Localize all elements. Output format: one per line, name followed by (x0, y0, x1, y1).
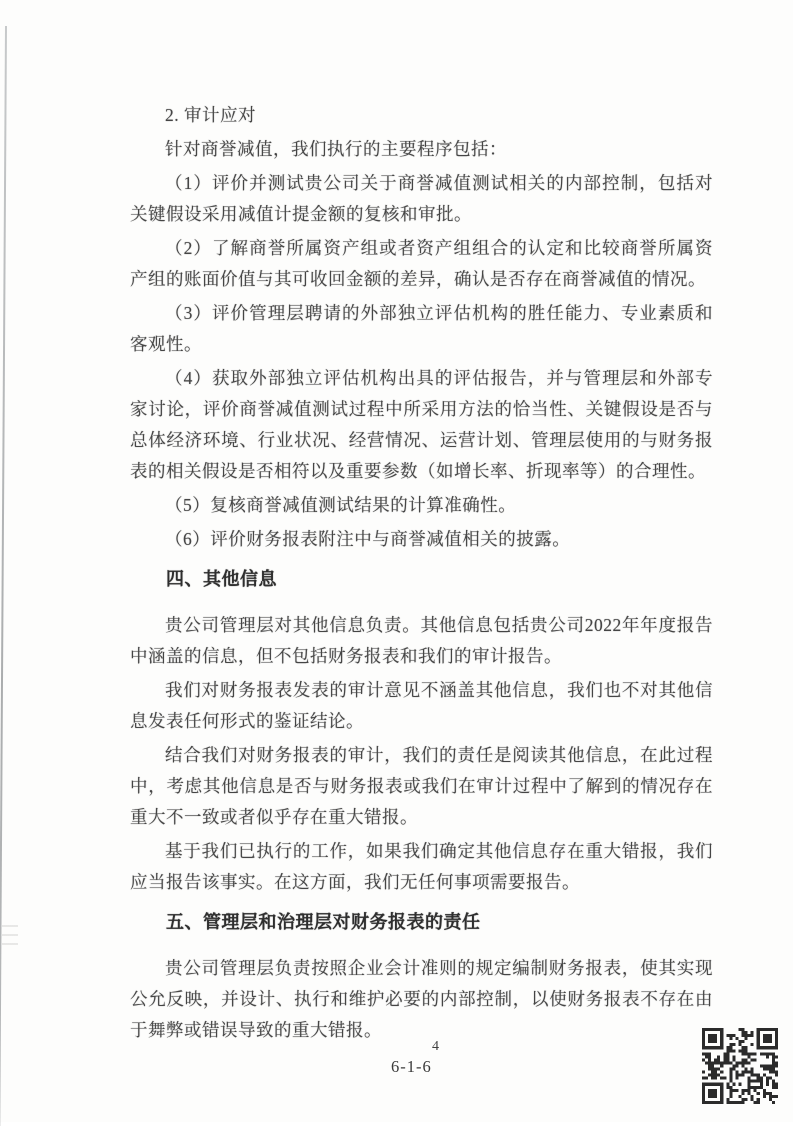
paragraph: 贵公司管理层负责按照企业会计准则的规定编制财务报表，使其实现公允反映，并设计、执行和维护必要的内部控制，以使财务报表不存在由于舞弊或错误导致的重大错报。 (130, 958, 713, 1040)
paragraph: （3）评价管理层聘请的外部独立评估机构的胜任能力、专业素质和客观性。 (130, 303, 713, 354)
paragraph: （5）复核商誉减值测试结果的计算准确性。 (165, 495, 517, 515)
paragraph: （4）获取外部独立评估机构出具的评估报告，并与管理层和外部专家讨论，评价商誉减值测试过程中所采用方法的恰当性、关键假设是否与总体经济环境、行业状况、经营情况、运营计划、管理层使用的与财务报表的相关假设是否相符以及重要参数（如增长率、折现率等）的合理性。 (130, 368, 713, 481)
scan-smudge-mark (2, 925, 18, 951)
paragraph: 基于我们已执行的工作，如果我们确定其他信息存在重大错报，我们应当报告该事实。在这方面，我们无任何事项需要报告。 (130, 841, 713, 892)
qr-code (700, 1028, 780, 1104)
paragraph: （2）了解商誉所属资产组或者资产组组合的认定和比较商誉所属资产组的账面价值与其可收回金额的差异，确认是否存在商誉减值的情况。 (130, 238, 713, 289)
document-body (130, 100, 713, 1049)
section-heading-other-information: 四、其他信息 (166, 569, 277, 589)
paragraph: 贵公司管理层对其他信息负责。其他信息包括贵公司2022年年度报告中涵盖的信息，但不包括财务报表和我们的审计报告。 (130, 615, 713, 666)
paragraph: 结合我们对财务报表的审计，我们的责任是阅读其他信息，在此过程中，考虑其他信息是否与财务报表或我们在审计过程中了解到的情况存在重大不一致或者似乎存在重大错报。 (130, 745, 713, 827)
document-code: 6-1-6 (391, 1057, 432, 1076)
section-heading-management-responsibility: 五、管理层和治理层对财务报表的责任 (166, 912, 481, 932)
paragraph: 针对商誉减值，我们执行的主要程序包括： (165, 139, 507, 159)
paragraph: （6）评价财务报表附注中与商誉减值相关的披露。 (165, 529, 571, 549)
paragraph: （1）评价并测试贵公司关于商誉减值测试相关的内部控制，包括对关键假设采用减值计提金额的复核和审批。 (130, 173, 713, 224)
subheading-audit-response: 2. 审计应对 (165, 105, 256, 125)
page-number: 4 (432, 1039, 439, 1054)
scan-edge-line (0, 26, 7, 1126)
paragraph: 我们对财务报表发表的审计意见不涵盖其他信息，我们也不对其他信息发表任何形式的鉴证结论。 (130, 680, 713, 731)
